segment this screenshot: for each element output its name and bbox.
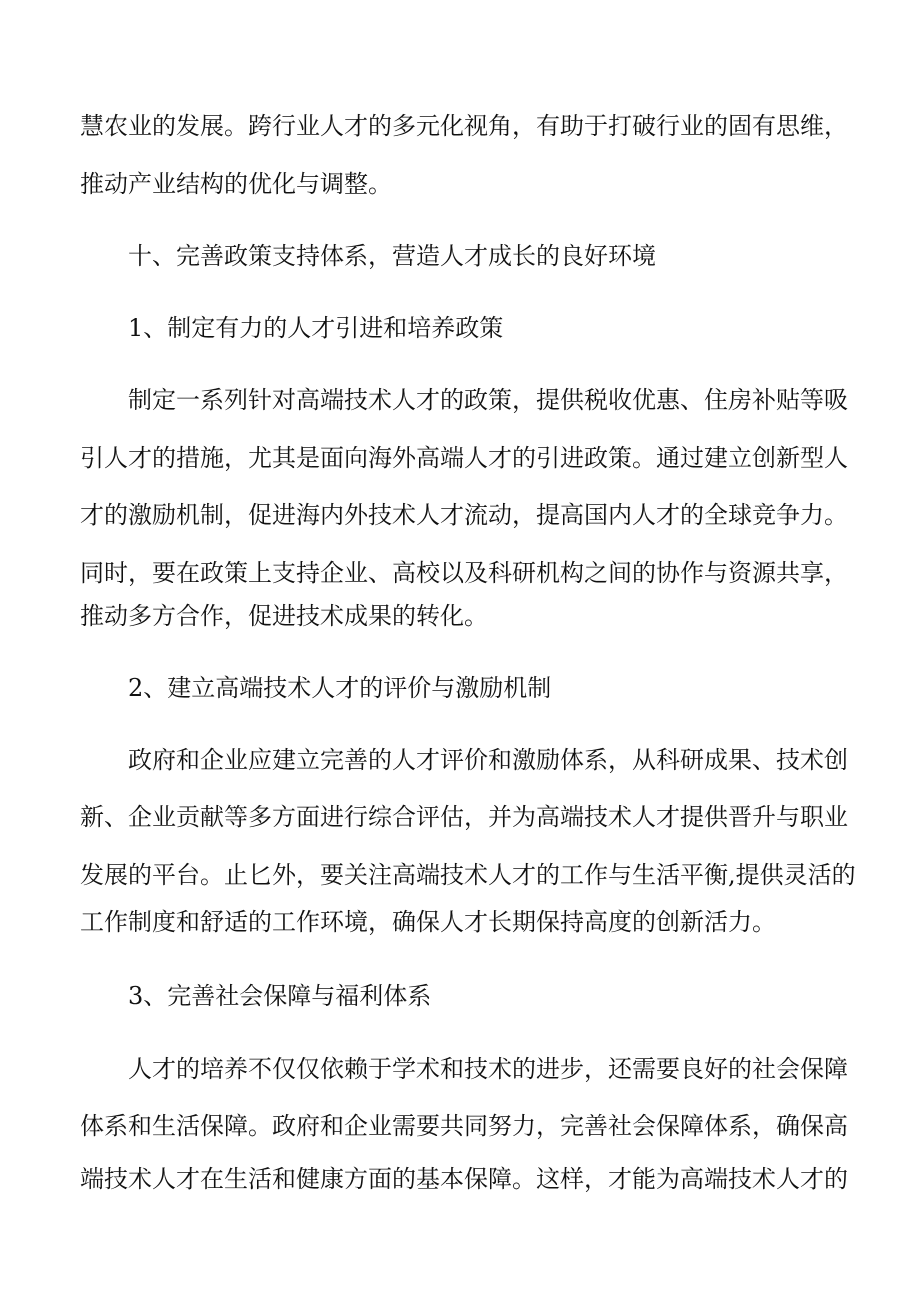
subsection-2-line-3: 发展的平台。止匕外，要关注高端技术人才的工作与生活平衡,提供灵活的 (80, 861, 856, 889)
subsection-2-heading: 2、建立高端技术人才的评价与激励机制 (128, 674, 552, 702)
subsection-1-line-1: 制定一系列针对高端技术人才的政策，提供税收优惠、住房补贴等吸 (128, 386, 848, 414)
intro-line-2: 推动产业结构的优化与调整。 (80, 170, 392, 198)
subsection-1-line-3: 才的激励机制，促进海内外技术人才流动，提高国内人才的全球竞争力。 (80, 501, 848, 529)
subsection-2-line-4: 工作制度和舒适的工作环境，确保人才长期保持高度的创新活力。 (80, 908, 776, 936)
subsection-2-line-1: 政府和企业应建立完善的人才评价和激励体系，从科研成果、技术创 (128, 746, 848, 774)
subsection-1-line-2: 引人才的措施，尤其是面向海外高端人才的引进政策。通过建立创新型人 (80, 444, 848, 472)
subsection-2-line-2: 新、企业贡献等多方面进行综合评估，并为高端技术人才提供晋升与职业 (80, 803, 848, 831)
subsection-3-heading: 3、完善社会保障与福利体系 (128, 982, 432, 1010)
subsection-3-line-2: 体系和生活保障。政府和企业需要共同努力，完善社会保障体系，确保高 (80, 1112, 848, 1140)
subsection-3-line-3: 端技术人才在生活和健康方面的基本保障。这样，才能为高端技术人才的 (80, 1165, 848, 1193)
subsection-1-line-5: 推动多方合作，促进技术成果的转化。 (80, 602, 488, 630)
subsection-3-line-1: 人才的培养不仅仅依赖于学术和技术的进步，还需要良好的社会保障 (128, 1055, 848, 1083)
subsection-1-line-4: 同时，要在政策上支持企业、高校以及科研机构之间的协作与资源共享， (80, 559, 848, 587)
intro-line-1: 慧农业的发展。跨行业人才的多元化视角，有助于打破行业的固有思维， (80, 112, 848, 140)
subsection-1-heading: 1、制定有力的人才引进和培养政策 (128, 314, 504, 342)
section-heading: 十、完善政策支持体系，营造人才成长的良好环境 (128, 242, 656, 270)
